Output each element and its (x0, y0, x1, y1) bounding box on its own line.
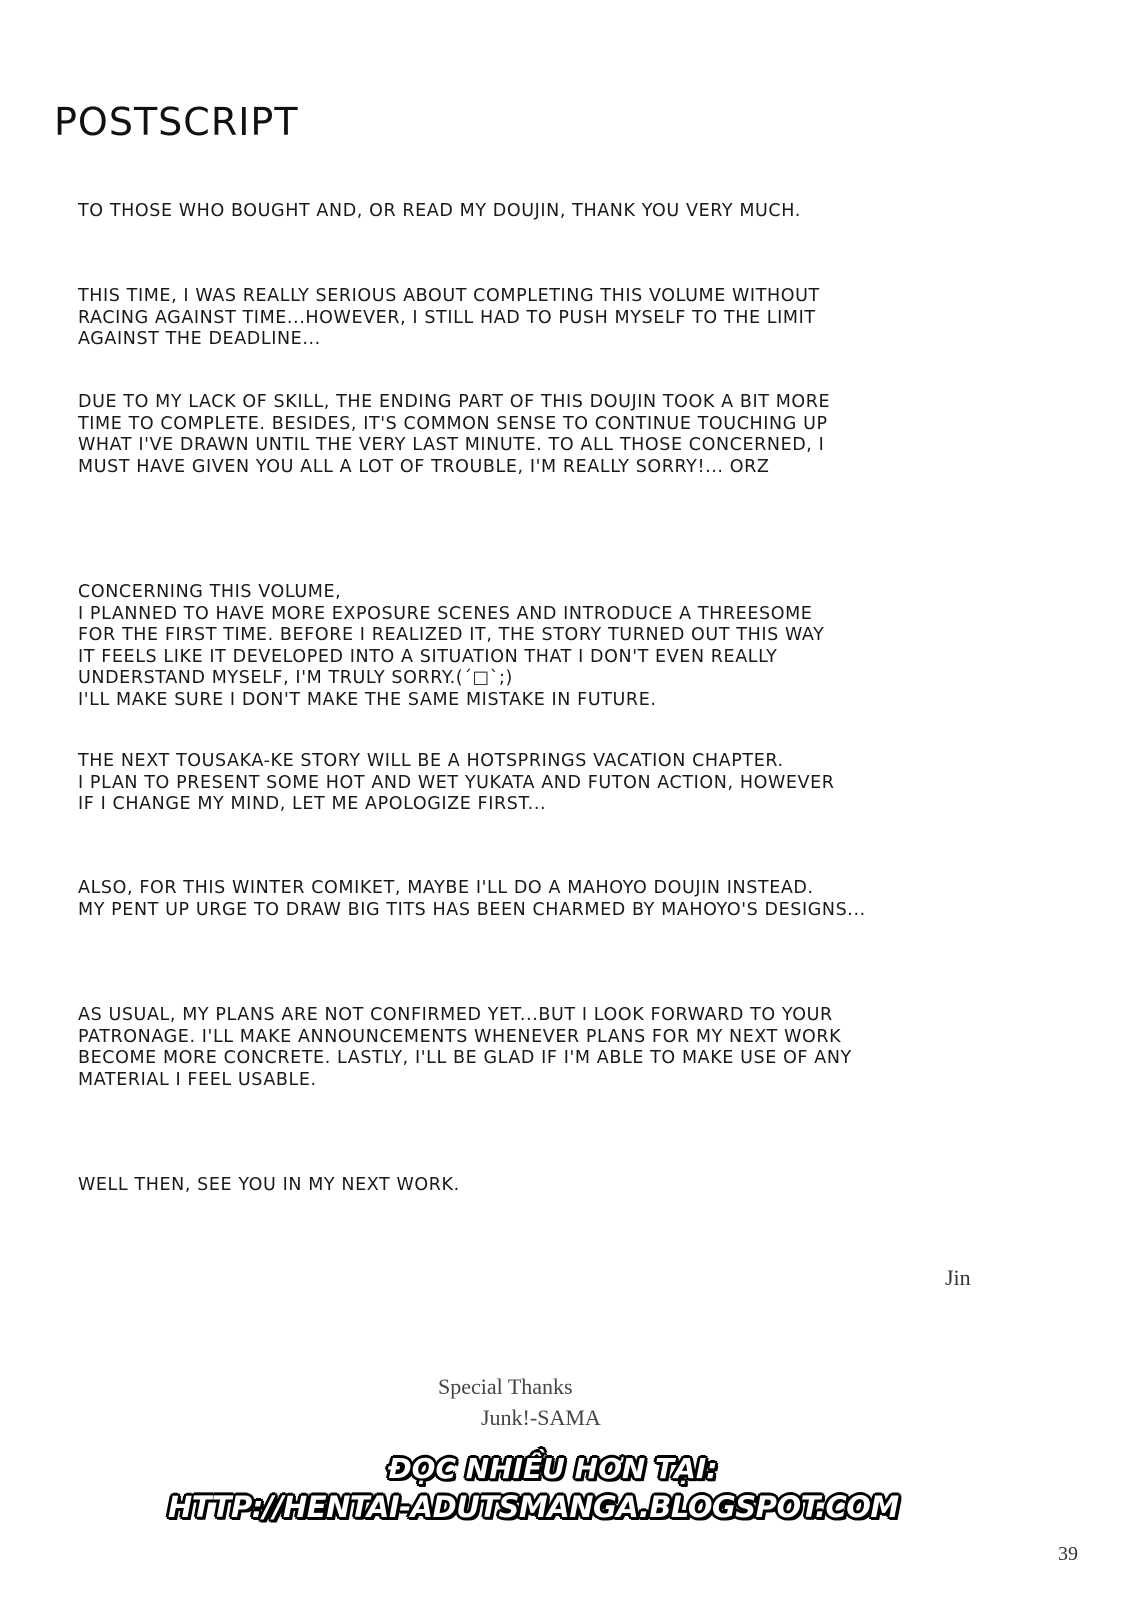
author-signature: Jin (945, 1265, 971, 1290)
text-line: MUST HAVE GIVEN YOU ALL A LOT OF TROUBLE, I'M REALLY SORRY!... ORZ (78, 456, 770, 477)
paragraph-lack-of-skill (78, 392, 978, 478)
text-line: AS USUAL, MY PLANS ARE NOT CONFIRMED YET...BUT I LOOK FORWARD TO YOUR (78, 1005, 833, 1025)
page-number: 39 (1058, 1543, 1078, 1565)
paragraph-farewell (78, 1175, 978, 1197)
text-line: BECOME MORE CONCRETE. LASTLY, I'LL BE GLAD IF I'M ABLE TO MAKE USE OF ANY (78, 1048, 852, 1068)
text-line: AGAINST THE DEADLINE... (78, 329, 321, 349)
text-line: THIS TIME, I WAS REALLY SERIOUS ABOUT COMPLETING THIS VOLUME WITHOUT (78, 286, 820, 306)
text-line: RACING AGAINST TIME...HOWEVER, I STILL HAD TO PUSH MYSELF TO THE LIMIT (78, 307, 816, 328)
text-line: MATERIAL I FEEL USABLE. (78, 1069, 317, 1090)
paragraph-comiket (78, 878, 978, 921)
text-line: I PLAN TO PRESENT SOME HOT AND WET YUKATA AND FUTON ACTION, HOWEVER (78, 772, 835, 793)
special-thanks-heading: Special Thanks (438, 1374, 573, 1399)
watermark-url[interactable]: HTTP://HENTAI-ADUTSMANGA.BLOGSPOT.COM (168, 1490, 899, 1524)
text-line: I PLANNED TO HAVE MORE EXPOSURE SCENES AND INTRODUCE A THREESOME (78, 603, 813, 624)
text-line: IF I CHANGE MY MIND, LET ME APOLOGIZE FIRST... (78, 794, 547, 814)
text-line: FOR THE FIRST TIME. BEFORE I REALIZED IT, THE STORY TURNED OUT THIS WAY (78, 625, 825, 645)
text-line: IT FEELS LIKE IT DEVELOPED INTO A SITUATION THAT I DON'T EVEN REALLY (78, 646, 778, 667)
text-line: TO THOSE WHO BOUGHT AND, OR READ MY DOUJIN, THANK YOU VERY MUCH. (78, 201, 801, 221)
watermark-heading: ĐỌC NHIỀU HƠN TẠI: (388, 1452, 718, 1485)
page-title: POSTSCRIPT (54, 100, 299, 144)
paragraph-thanks (78, 201, 978, 223)
text-line: UNDERSTAND MYSELF, I'M TRULY SORRY.(´□`;) (78, 668, 513, 688)
paragraph-this-volume (78, 582, 978, 711)
text-line: PATRONAGE. I'LL MAKE ANNOUNCEMENTS WHENEVER PLANS FOR MY NEXT WORK (78, 1026, 842, 1047)
text-line: WHAT I'VE DRAWN UNTIL THE VERY LAST MINUTE. TO ALL THOSE CONCERNED, I (78, 435, 825, 455)
text-line: MY PENT UP URGE TO DRAW BIG TITS HAS BEEN CHARMED BY MAHOYO'S DESIGNS... (78, 899, 866, 920)
text-line: WELL THEN, SEE YOU IN MY NEXT WORK. (78, 1175, 460, 1195)
text-line: THE NEXT TOUSAKA-KE STORY WILL BE A HOTSPRINGS VACATION CHAPTER. (78, 751, 784, 771)
paragraph-plans (78, 1005, 978, 1091)
paragraph-this-time (78, 286, 978, 351)
special-thanks-name: Junk!-SAMA (481, 1405, 601, 1430)
text-line: I'LL MAKE SURE I DON'T MAKE THE SAME MISTAKE IN FUTURE. (78, 689, 657, 710)
text-line: DUE TO MY LACK OF SKILL, THE ENDING PART OF THIS DOUJIN TOOK A BIT MORE (78, 392, 831, 412)
text-line: ALSO, FOR THIS WINTER COMIKET, MAYBE I'LL DO A MAHOYO DOUJIN INSTEAD. (78, 878, 814, 898)
text-line: CONCERNING THIS VOLUME, (78, 582, 342, 602)
text-line: TIME TO COMPLETE. BESIDES, IT'S COMMON SENSE TO CONTINUE TOUCHING UP (78, 413, 828, 434)
paragraph-next-story (78, 751, 978, 816)
